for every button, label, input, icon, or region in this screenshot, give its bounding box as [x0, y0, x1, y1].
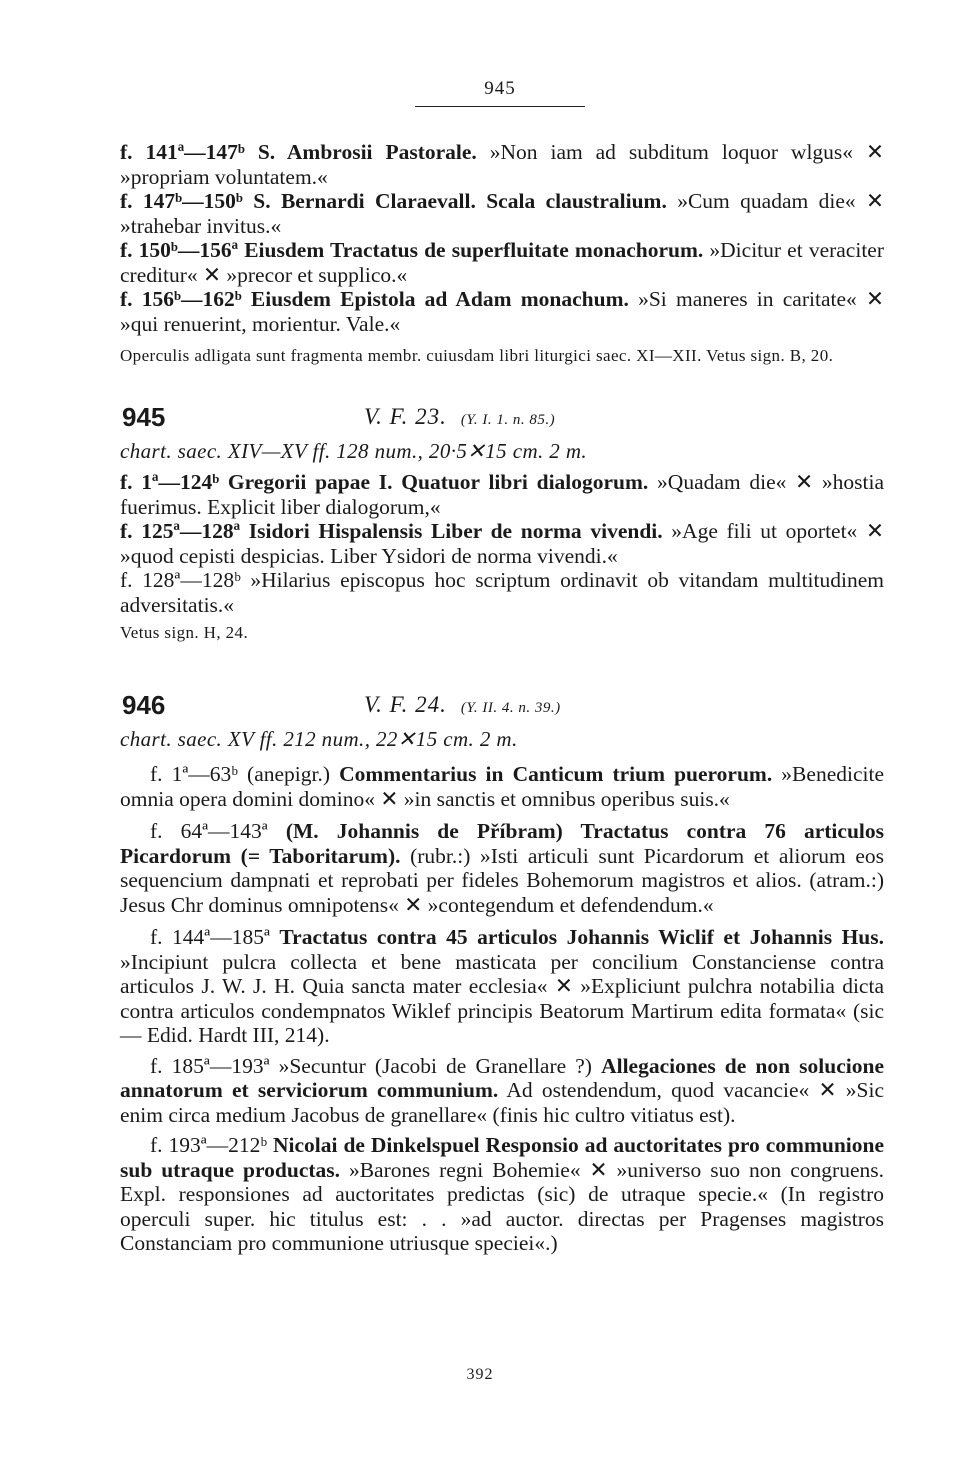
entry-title: Tractatus contra 45 articulos Johannis Wiclif et Johannis Hus. — [279, 925, 884, 949]
manuscript-number: 945 — [122, 402, 166, 432]
entry-text: »Dicitur et veraciter creditur« ✕ »precor et supplico.« — [120, 238, 885, 287]
entry: f. 193ª—212ᵇ Nicolai de Dinkelspuel Responsio ad auctoritates pro communione sub utraque productas. »Barones regni Bohemie« ✕ »universo suo non congruens. Expl. responsiones ad auctoritates predictas (sic) de utraque specie.« (In registro operculi super. hic titulus est: . . »ad auctor. directas per Pragenses magistros Constanciam pro communione utriusque speciei«.) — [120, 1133, 884, 1255]
entry — [120, 470, 884, 519]
entry-text: »Si maneres in caritate« ✕ »qui renuerint, morientur. Vale.« — [120, 287, 884, 336]
entry-text: »Non iam ad subditum loquor wlgus« ✕ »propriam voluntatem.« — [120, 140, 884, 189]
manuscript-946 — [120, 690, 884, 1256]
continued-entries — [120, 140, 884, 368]
entry-title: Nicolai de Dinkelspuel Responsio ad auctoritates pro communione sub utraque productas. — [120, 1133, 884, 1182]
old-shelfmark-note: Vetus sign. H, 24. — [120, 623, 249, 642]
entry-text: »Incipiunt pulcra collecta et bene masticata per concilium Constanciense contra articulos J. W. J. H. Quia sancta mater ecclesia« ✕ »Expliciunt pulchra notabilia dicta contra articulos condempnatos Wiklef principis Beatorum Martirum edita formata« (sic — Edid. Hardt III, 214). — [120, 949, 884, 1047]
entry — [120, 568, 884, 617]
manuscript-number: 946 — [122, 690, 166, 720]
entry-title: f. 150ᵇ—156ª Eiusdem Tractatus de superfluitate monachorum. — [120, 238, 704, 262]
old-signature: (Y. II. 4. n. 39.) — [460, 700, 561, 716]
entry: f. 64ª—143ª (M. Johannis de Příbram) Tractatus contra 76 articulos Picardorum (= Taboritarum). (rubr.:) »Isti articuli sunt Picardorum et aliorum eos sequencium dampnati et reprobati per fideles Bohemorum magistros et alios. (atram.:) Jesus Chr dominus omnipotens« ✕ »contegendum et defendendum.« — [120, 819, 884, 917]
entry-title: (M. Johannis de Příbram) Tractatus contra 76 articulos Picardorum (= Taboritarum). — [120, 819, 884, 868]
entry: f. 185ª—193ª »Secuntur (Jacobi de Granellare ?) Allegaciones de non solucione annatorum et serviciorum communium. Ad ostendendum, quod vacancie« ✕ »Sic enim circa medium Jacobus de granellare« (finis hic cultro vitiatus est). — [120, 1053, 885, 1127]
manuscript-heading — [120, 690, 884, 724]
entry: f. 1ª—63ᵇ (anepigr.) Commentarius in Canticum trium puerorum. »Benedicite omnia opera domini domino« ✕ »in sanctis et omnibus operibus suis.« — [120, 762, 884, 811]
entry-text: »Age fili ut oportet« ✕ »quod cepisti despicias. Liber Ysidori de norma vivendi.« — [120, 519, 884, 568]
entry-text: »Cum quadam die« ✕ »trahebar invitus.« — [120, 189, 885, 238]
page-number: 392 — [466, 1366, 494, 1383]
entry-title: f. 147ᵇ—150ᵇ S. Bernardi Claraevall. Scala claustralium. — [120, 189, 667, 213]
entry-title: Commentarius in Canticum trium puerorum. — [339, 762, 773, 786]
shelfmark: V. F. 23. (Y. I. 1. n. 85.) — [364, 404, 556, 429]
entry — [120, 140, 884, 189]
entry-title: Allegaciones de non solucione annatorum et serviciorum communium. — [120, 1053, 884, 1102]
entry — [120, 189, 884, 238]
physical-description: chart. saec. XIV—XV ff. 128 num., 20·5✕15 cm. 2 m. — [120, 439, 588, 463]
entry-text: »Quadam die« ✕ »hostia fuerimus. Explicit liber dialogorum,« — [120, 470, 884, 519]
entry-title: f. 1ª—124ᵇ Gregorii papae I. Quatuor libri dialogorum. — [120, 470, 649, 494]
shelfmark: V. F. 24. (Y. II. 4. n. 39.) — [364, 692, 561, 717]
entry-text: (rubr.:) »Isti articuli sunt Picardorum et aliorum eos sequencium dampnati et reprobati per fideles Bohemorum magistros et alios. (atram.:) Jesus Chr dominus omnipotens« ✕ »contegendum et defendendum.« — [120, 843, 884, 917]
entry-title: f. 125ª—128ª Isidori Hispalensis Liber de norma vivendi. — [120, 519, 663, 543]
binding-note: Operculis adligata sunt fragmenta membr. cuiusdam libri liturgici saec. XI—XII. Vetus sign. B, 20. — [120, 346, 834, 365]
entry: f. 144ª—185ª Tractatus contra 45 articulos Johannis Wiclif et Johannis Hus. »Incipiunt pulcra collecta et bene masticata per concilium Constanciense contra articulos J. W. J. H. Quia sancta mater ecclesia« ✕ »Expliciunt pulchra notabilia dicta contra articulos condempnatos Wiklef principis Beatorum Martirum edita formata« (sic — Edid. Hardt III, 214). — [120, 925, 884, 1047]
entry — [120, 287, 884, 336]
running-head: 945 — [415, 78, 585, 107]
physical-description: chart. saec. XV ff. 212 num., 22✕15 cm. 2 m. — [120, 727, 518, 751]
entry-title: f. 156ᵇ—162ᵇ Eiusdem Epistola ad Adam monachum. — [120, 287, 629, 311]
entry-text: »Benedicite omnia opera domini domino« ✕ »in sanctis et omnibus operibus suis.« — [120, 762, 884, 811]
entry-title: f. 141ª—147ᵇ S. Ambrosii Pastorale. — [120, 140, 477, 164]
entry-text: Ad ostendendum, quod vacancie« ✕ »Sic enim circa medium Jacobus de granellare« (finis hic cultro vitiatus est). — [120, 1078, 885, 1127]
entry — [120, 519, 884, 568]
manuscript-heading — [120, 402, 884, 436]
old-signature: (Y. I. 1. n. 85.) — [460, 412, 556, 428]
entry-text: f. 128ª—128ᵇ »Hilarius episcopus hoc scriptum ordinavit ob vitandam multitudinem adversitatis.« — [120, 568, 884, 617]
manuscript-945 — [120, 402, 884, 645]
entry-text: »Barones regni Bohemie« ✕ »universo suo non congruens. Expl. responsiones ad auctoritates predictas (sic) de utraque specie.« (In registro operculi super. hic titulus est: . . »ad auctor. directas per Pragenses magistros Constanciam pro communione utriusque speciei«.) — [120, 1157, 884, 1255]
entry — [120, 238, 884, 287]
